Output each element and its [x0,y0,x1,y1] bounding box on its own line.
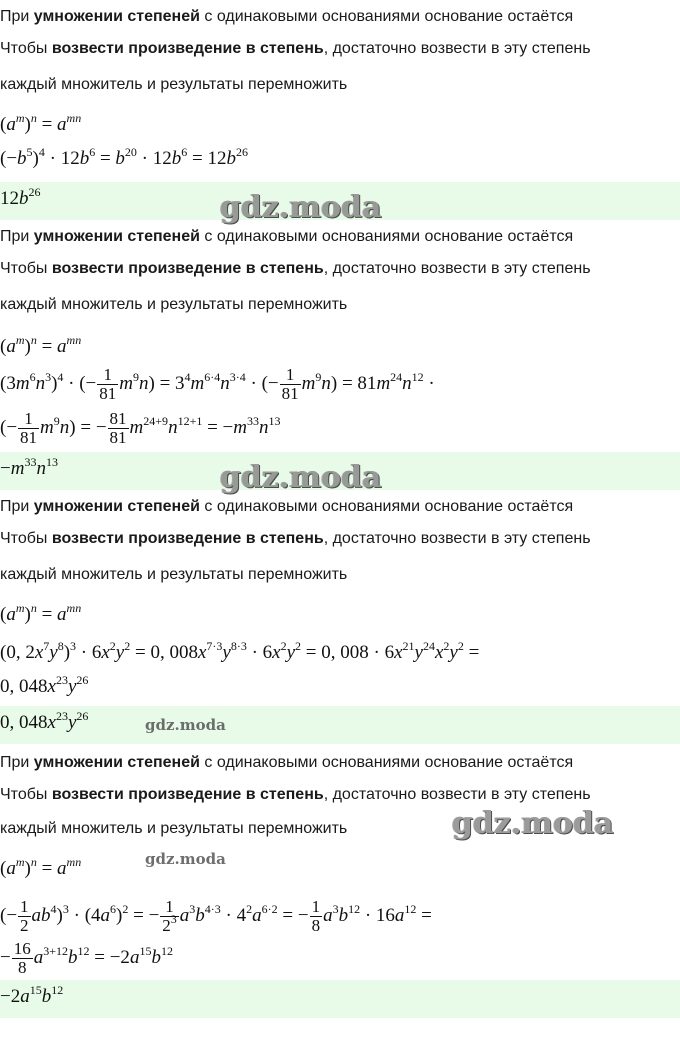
rule-text-1: При умножении степеней с одинаковыми основаниями основание остаётся [0,498,574,515]
solution-line: (− $\frac{1}{2}$ $ab^4)^3 \cdot (4a^6)^2$ = − $\frac{1}{2^3}$ $a^3b^{4\cdot 3} \cdot 4^2a^{6\cdot 2}$ = − $\frac{1}{8}$ $a^3b^{12} \cdot 16a^{12}$ = [0,897,432,935]
solution-line: $(-b^5)^4 \cdot 12b^6 = b^{20} \cdot 12b^6 = 12b^{26}$ [0,145,248,169]
rule-text-2: Чтобы возвести произведение в степень, достаточно возвести в эту степень [0,40,591,57]
rule-text-3: каждый множитель и результаты перемножить [0,566,348,583]
formula-power-rule: $(a^m)^n = a^{mn}$ [0,111,82,135]
answer-value: $-m^{33}n^{13}$ [0,455,58,479]
answer-value: $-2a^{15}b^{12}$ [0,983,64,1007]
rule-text-2: Чтобы возвести произведение в степень, достаточно возвести в эту степень [0,260,591,277]
rule-text-2: Чтобы возвести произведение в степень, достаточно возвести в эту степень [0,530,591,547]
rule-text-1: При умножении степеней с одинаковыми основаниями основание остаётся [0,8,574,25]
watermark-logo: gdz.moda [452,806,614,841]
solution-line: 0, $048x^{23}y^{26}$ [0,673,89,697]
rule-text-3: каждый множитель и результаты перемножить [0,76,348,93]
answer-box [0,706,680,744]
formula-power-rule: $(a^m)^n = a^{mn}$ [0,601,82,625]
watermark-logo: gdz.moda [220,190,382,225]
answer-value: 0, $048x^{23}y^{26}$ [0,709,89,733]
watermark-logo: gdz.moda [145,716,226,734]
formula-power-rule: $(a^m)^n = a^{mn}$ [0,855,82,879]
formula-power-rule: $(a^m)^n = a^{mn}$ [0,333,82,357]
solution-line: − $\frac{16}{8}$ $a^{3+12}b^{12} = -2a^{15}b^{12}$ [0,939,173,977]
rule-text-2: Чтобы возвести произведение в степень, достаточно возвести в эту степень [0,786,591,803]
solution-line: $(3m^6n^3)^4$ · (− $\frac{1}{81}$ $m^9n) = 3^4m^{6\cdot 4}n^{3\cdot 4}$ · (− $\frac{1}{81}$ $m^9n) = 81m^{24}n^{12}$ · [0,365,435,403]
rule-text-3: каждый множитель и результаты перемножить [0,296,348,313]
answer-box [0,980,680,1018]
rule-text-3: каждый множитель и результаты перемножить [0,820,348,837]
rule-text-1: При умножении степеней с одинаковыми основаниями основание остаётся [0,754,574,771]
answer-value: $12b^{26}$ [0,185,41,209]
watermark-logo: gdz.moda [220,460,382,495]
rule-text-1: При умножении степеней с одинаковыми основаниями основание остаётся [0,228,574,245]
watermark-logo: gdz.moda [145,850,226,868]
solution-line: (0, $2x^7y^8)^3 \cdot 6x^2y^2 = 0$, $008x^{7\cdot 3}y^{8\cdot 3} \cdot 6x^2y^2 = 0$, $008 \cdot 6x^{21}y^{24}x^2y^2$ = [0,639,480,663]
solution-line: (− $\frac{1}{81}$ $m^9n$) = − $\frac{81}{81}$ $m^{24+9}n^{12+1} = -m^{33}n^{13}$ [0,409,281,447]
